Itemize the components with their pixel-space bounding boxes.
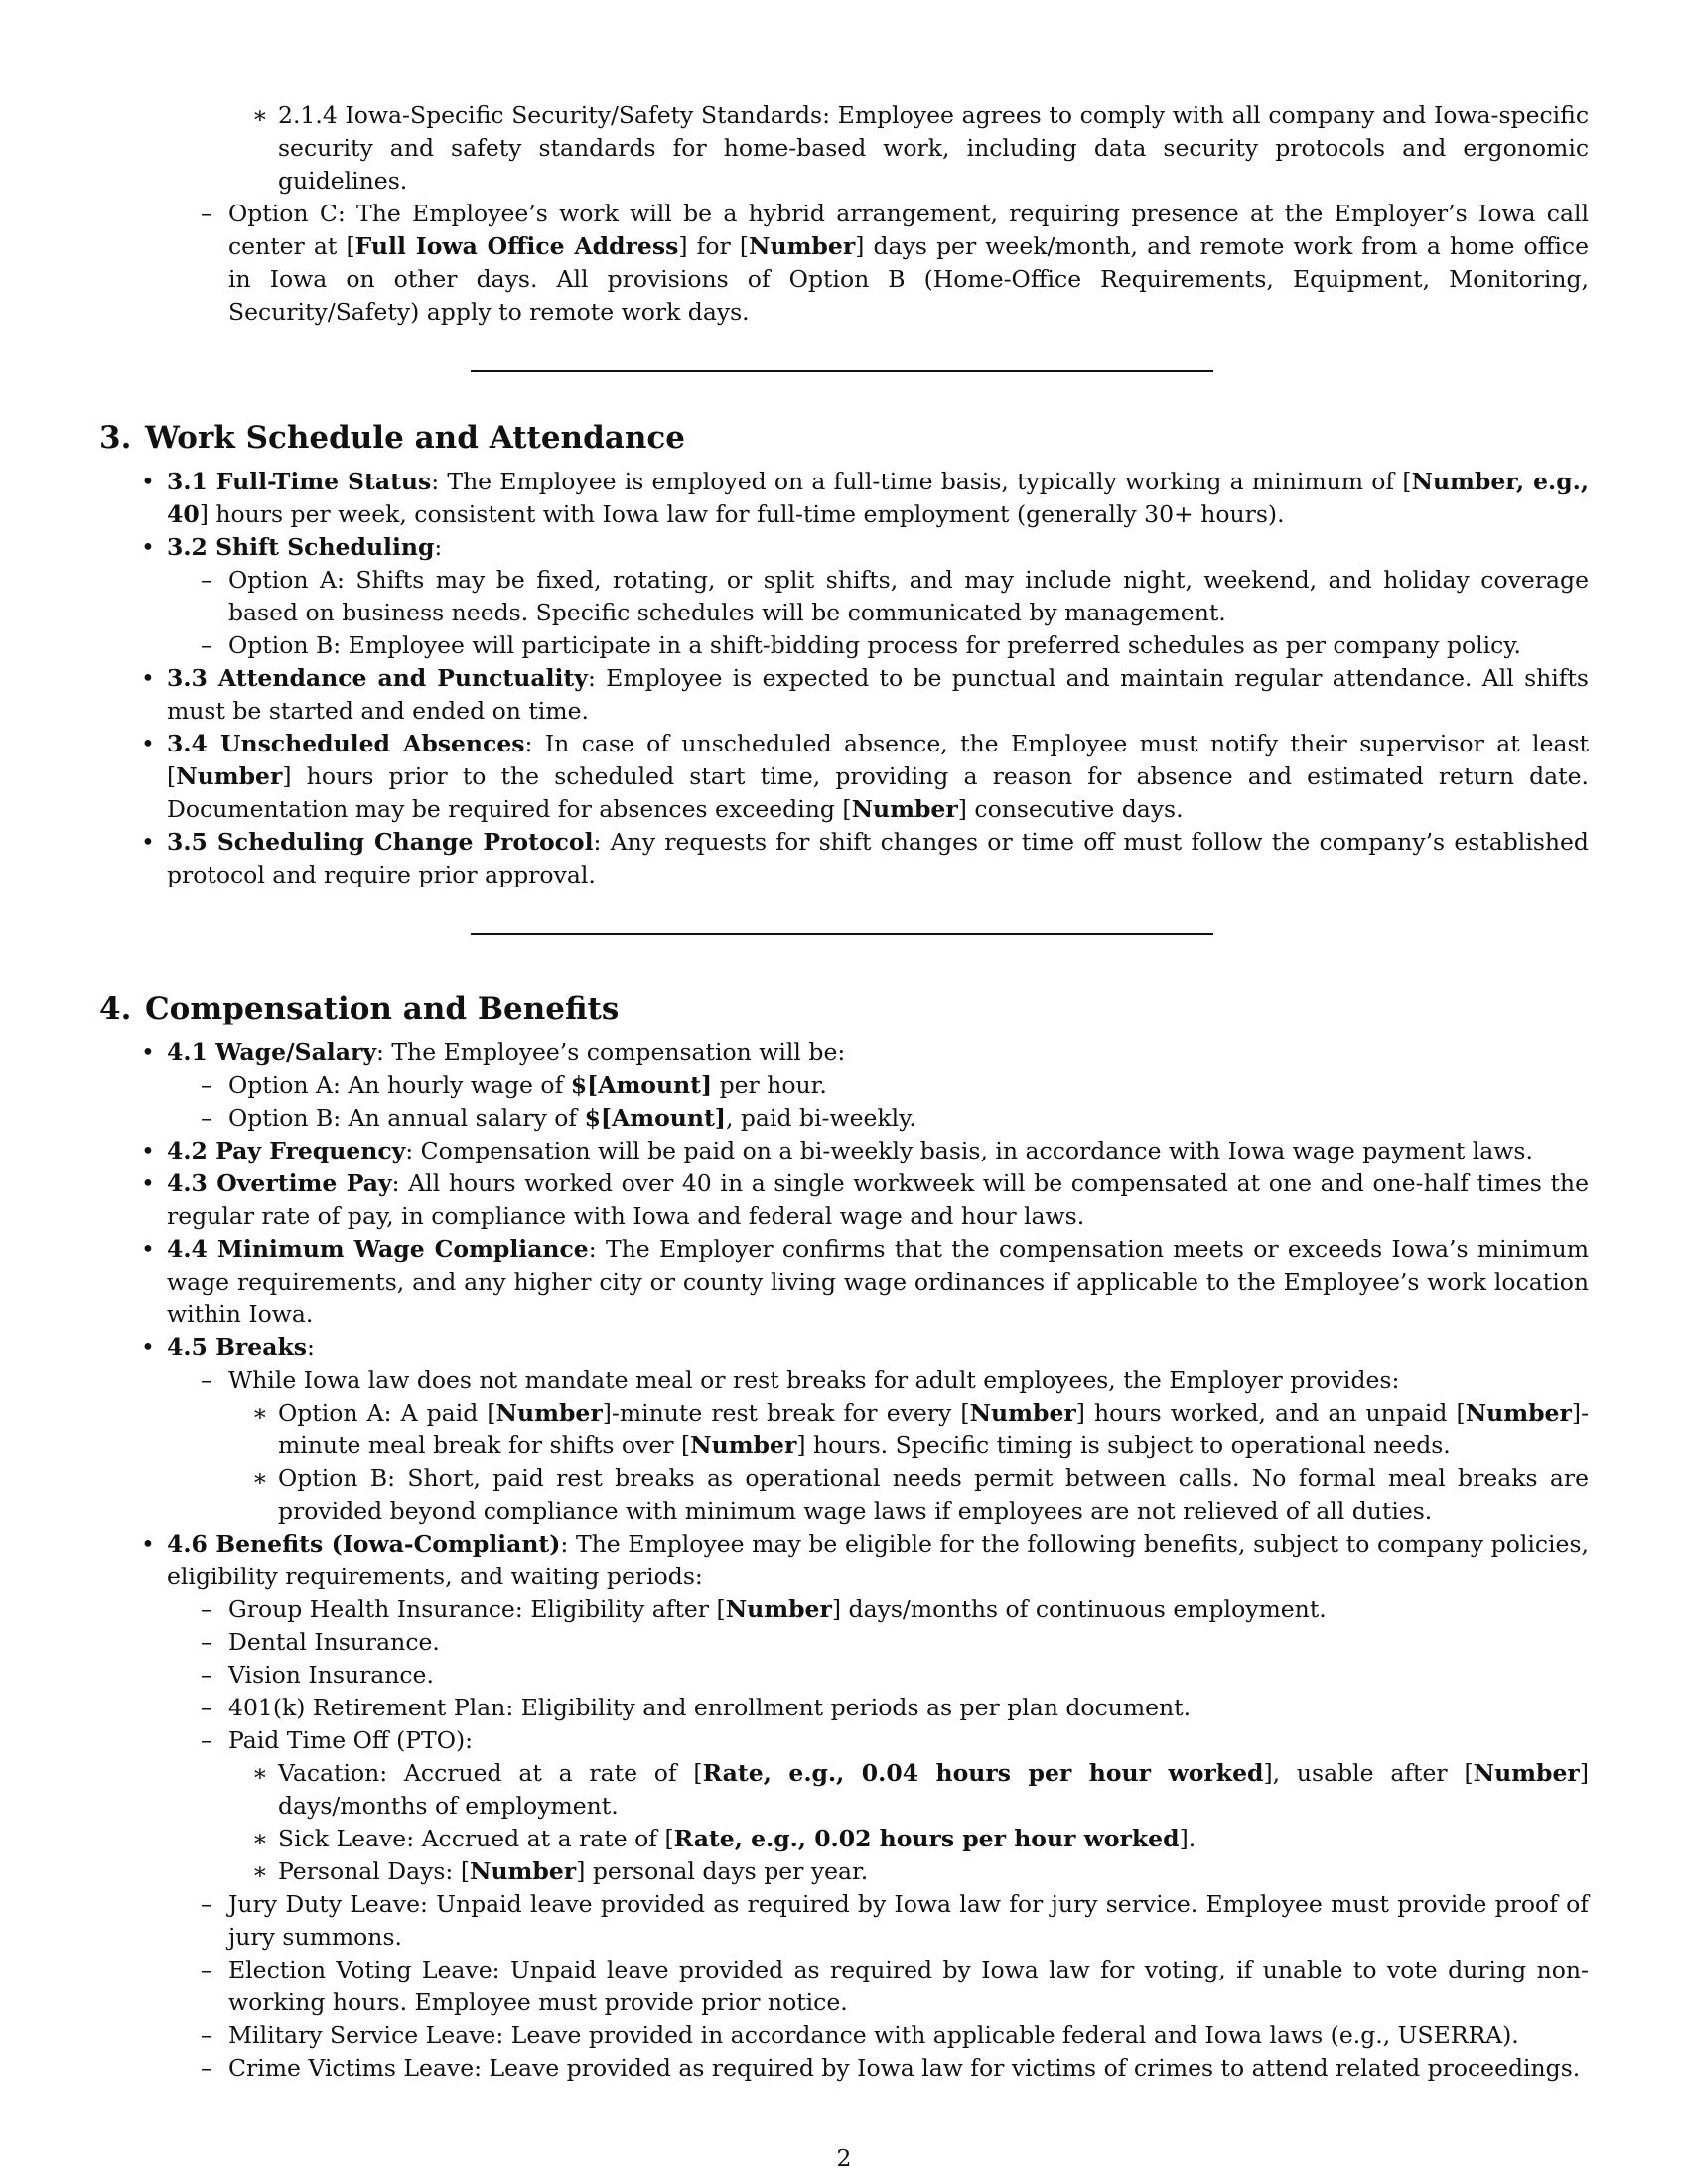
list-item-4-5: • 4.5 Breaks:	[167, 1331, 1589, 1364]
star-marker: ∗	[252, 101, 268, 129]
list-item-401k: – 401(k) Retirement Plan: Eligibility and enrollment periods as per plan document.	[228, 1692, 1589, 1724]
list-item-3-1: • 3.1 Full-Time Status: The Employee is employed on a full-time basis, typically working a minimum of [Number, e.g., 40] hours per week, consistent with Iowa law for full-time employment (generally 30+ hours).	[141, 468, 1589, 528]
list-item-option-c: – Option C: The Employee’s work will be a hybrid arrangement, requiring presence at the Employer’s Iowa call center at [Full Iowa Office Address] for [Number] days per week/month, and remote work from a home office in Iowa on other days. All provisions of Option B (Home-Office Requirements, Equipment, Monitoring, Security/Safety) apply to remote work days.	[201, 200, 1589, 326]
list-item-2-1-4: ∗ 2.1.4 Iowa-Specific Security/Safety Standards: Employee agrees to comply with all company and Iowa-specific security and safety standards for home-based work, including data security protocols and ergonomic guidelines.	[252, 101, 1589, 195]
star-marker: ∗	[252, 1399, 268, 1427]
list-item-military-leave: – Military Service Leave: Leave provided in accordance with applicable federal and Iowa laws (e.g., USERRA).	[228, 2019, 1589, 2052]
star-marker: ∗	[252, 1759, 268, 1787]
dash-marker: –	[201, 566, 212, 594]
list-item-personal-days: ∗ Personal Days: [Number] personal days per year.	[278, 1855, 1589, 1888]
list-item-4-5-sub: – While Iowa law does not mandate meal or rest breaks for adult employees, the Employer provides:	[228, 1364, 1589, 1397]
list-item-3-2: • 3.2 Shift Scheduling:	[167, 531, 1589, 564]
dash-marker: –	[201, 1071, 212, 1099]
dash-marker: –	[201, 1366, 212, 1394]
list-item-4-6: • 4.6 Benefits (Iowa-Compliant): The Employee may be eligible for the following benefits, subject to company policies, eligibility requirements, and waiting periods:	[141, 1530, 1589, 1590]
list-item-vision: – Vision Insurance.	[228, 1659, 1589, 1692]
list-item-4-1-option-b: – Option B: An annual salary of $[Amount], paid bi-weekly.	[228, 1102, 1589, 1135]
document-page	[99, 99, 1589, 2085]
list-item-3-5: • 3.5 Scheduling Change Protocol: Any requests for shift changes or time off must follow the company’s established protocol and require prior approval.	[141, 828, 1589, 888]
dash-marker: –	[201, 2021, 212, 2049]
star-marker: ∗	[252, 1825, 268, 1852]
list-item-4-1: • 4.1 Wage/Salary: The Employee’s compensation will be:	[167, 1036, 1589, 1069]
bullet-marker: •	[141, 1333, 155, 1361]
list-item-dental: – Dental Insurance.	[228, 1626, 1589, 1659]
dash-marker: –	[201, 1661, 212, 1689]
bullet-marker: •	[141, 533, 155, 561]
list-item-4-4: • 4.4 Minimum Wage Compliance: The Employer confirms that the compensation meets or exceeds Iowa’s minimum wage requirements, and any higher city or county living wage ordinances if applicable to the Employee’s work location within Iowa.	[141, 1235, 1589, 1328]
bullet-marker: •	[141, 1169, 155, 1197]
list-item-pto: – Paid Time Off (PTO):	[228, 1724, 1589, 1757]
bullet-marker: •	[141, 468, 155, 495]
dash-marker: –	[201, 1890, 212, 1918]
star-marker: ∗	[252, 1464, 268, 1492]
list-item-health: – Group Health Insurance: Eligibility after [Number] days/months of continuous employment.	[228, 1593, 1589, 1626]
list-item-4-5-option-a: ∗ Option A: A paid [Number]-minute rest break for every [Number] hours worked, and an unpaid [Number]-minute meal break for shifts over [Number] hours. Specific timing is subject to operational needs.	[252, 1399, 1590, 1459]
list-item-4-2: • 4.2 Pay Frequency: Compensation will be paid on a bi-weekly basis, in accordance with Iowa wage payment laws.	[167, 1135, 1589, 1167]
dash-marker: –	[201, 1956, 212, 1983]
section-divider	[471, 370, 1213, 372]
dash-marker: –	[201, 200, 212, 227]
dash-marker: –	[201, 1694, 212, 1721]
bullet-marker: •	[141, 730, 155, 757]
dash-marker: –	[201, 1628, 212, 1656]
page-number: 2	[836, 2144, 852, 2172]
dash-marker: –	[201, 1595, 212, 1623]
bullet-marker: •	[141, 828, 155, 856]
section-heading-3: 3. Work Schedule and Attendance	[99, 420, 685, 456]
section-divider	[471, 933, 1213, 935]
dash-marker: –	[201, 1104, 212, 1132]
list-item-voting-leave: – Election Voting Leave: Unpaid leave provided as required by Iowa law for voting, if unable to vote during non-working hours. Employee must provide prior notice.	[201, 1956, 1589, 2016]
list-item-4-5-option-b: ∗ Option B: Short, paid rest breaks as operational needs permit between calls. No formal meal breaks are provided beyond compliance with minimum wage laws if employees are not relieved of all duties.	[252, 1464, 1589, 1525]
bullet-marker: •	[141, 1235, 155, 1263]
dash-marker: –	[201, 2054, 212, 2082]
bullet-marker: •	[141, 1530, 155, 1558]
dash-marker: –	[201, 631, 212, 659]
section-heading-4: 4. Compensation and Benefits	[99, 991, 620, 1026]
list-item-sick-leave: ∗ Sick Leave: Accrued at a rate of [Rate, e.g., 0.02 hours per hour worked].	[278, 1823, 1589, 1855]
list-item-4-1-option-a: – Option A: An hourly wage of $[Amount] per hour.	[228, 1069, 1589, 1102]
list-item-3-2-option-a: – Option A: Shifts may be fixed, rotating, or split shifts, and may include night, weekend, and holiday coverage based on business needs. Specific schedules will be communicated by management.	[201, 566, 1589, 626]
list-item-3-4: • 3.4 Unscheduled Absences: In case of unscheduled absence, the Employee must notify their supervisor at least [Number] hours prior to the scheduled start time, providing a reason for absence and estimated return date. Documentation may be required for absences exceeding [Number] consecutive days.	[141, 730, 1589, 823]
bullet-marker: •	[141, 664, 155, 692]
list-item-crime-victims-leave: – Crime Victims Leave: Leave provided as required by Iowa law for victims of crimes to attend related proceedings.	[228, 2052, 1589, 2085]
bullet-marker: •	[141, 1038, 155, 1066]
bullet-marker: •	[141, 1137, 155, 1164]
list-item-4-3: • 4.3 Overtime Pay: All hours worked over 40 in a single workweek will be compensated at one and one-half times the regular rate of pay, in compliance with Iowa and federal wage and hour laws.	[141, 1169, 1589, 1230]
list-item-vacation: ∗ Vacation: Accrued at a rate of [Rate, e.g., 0.04 hours per hour worked], usable after [Number] days/months of employment.	[252, 1759, 1589, 1820]
list-item-jury-duty: – Jury Duty Leave: Unpaid leave provided as required by Iowa law for jury service. Employee must provide proof of jury summons.	[201, 1890, 1589, 1951]
list-item-3-3: • 3.3 Attendance and Punctuality: Employee is expected to be punctual and maintain regular attendance. All shifts must be started and ended on time.	[141, 664, 1589, 725]
list-item-3-2-option-b: – Option B: Employee will participate in a shift-bidding process for preferred schedules as per company policy.	[228, 629, 1589, 662]
dash-marker: –	[201, 1726, 212, 1754]
star-marker: ∗	[252, 1857, 268, 1885]
